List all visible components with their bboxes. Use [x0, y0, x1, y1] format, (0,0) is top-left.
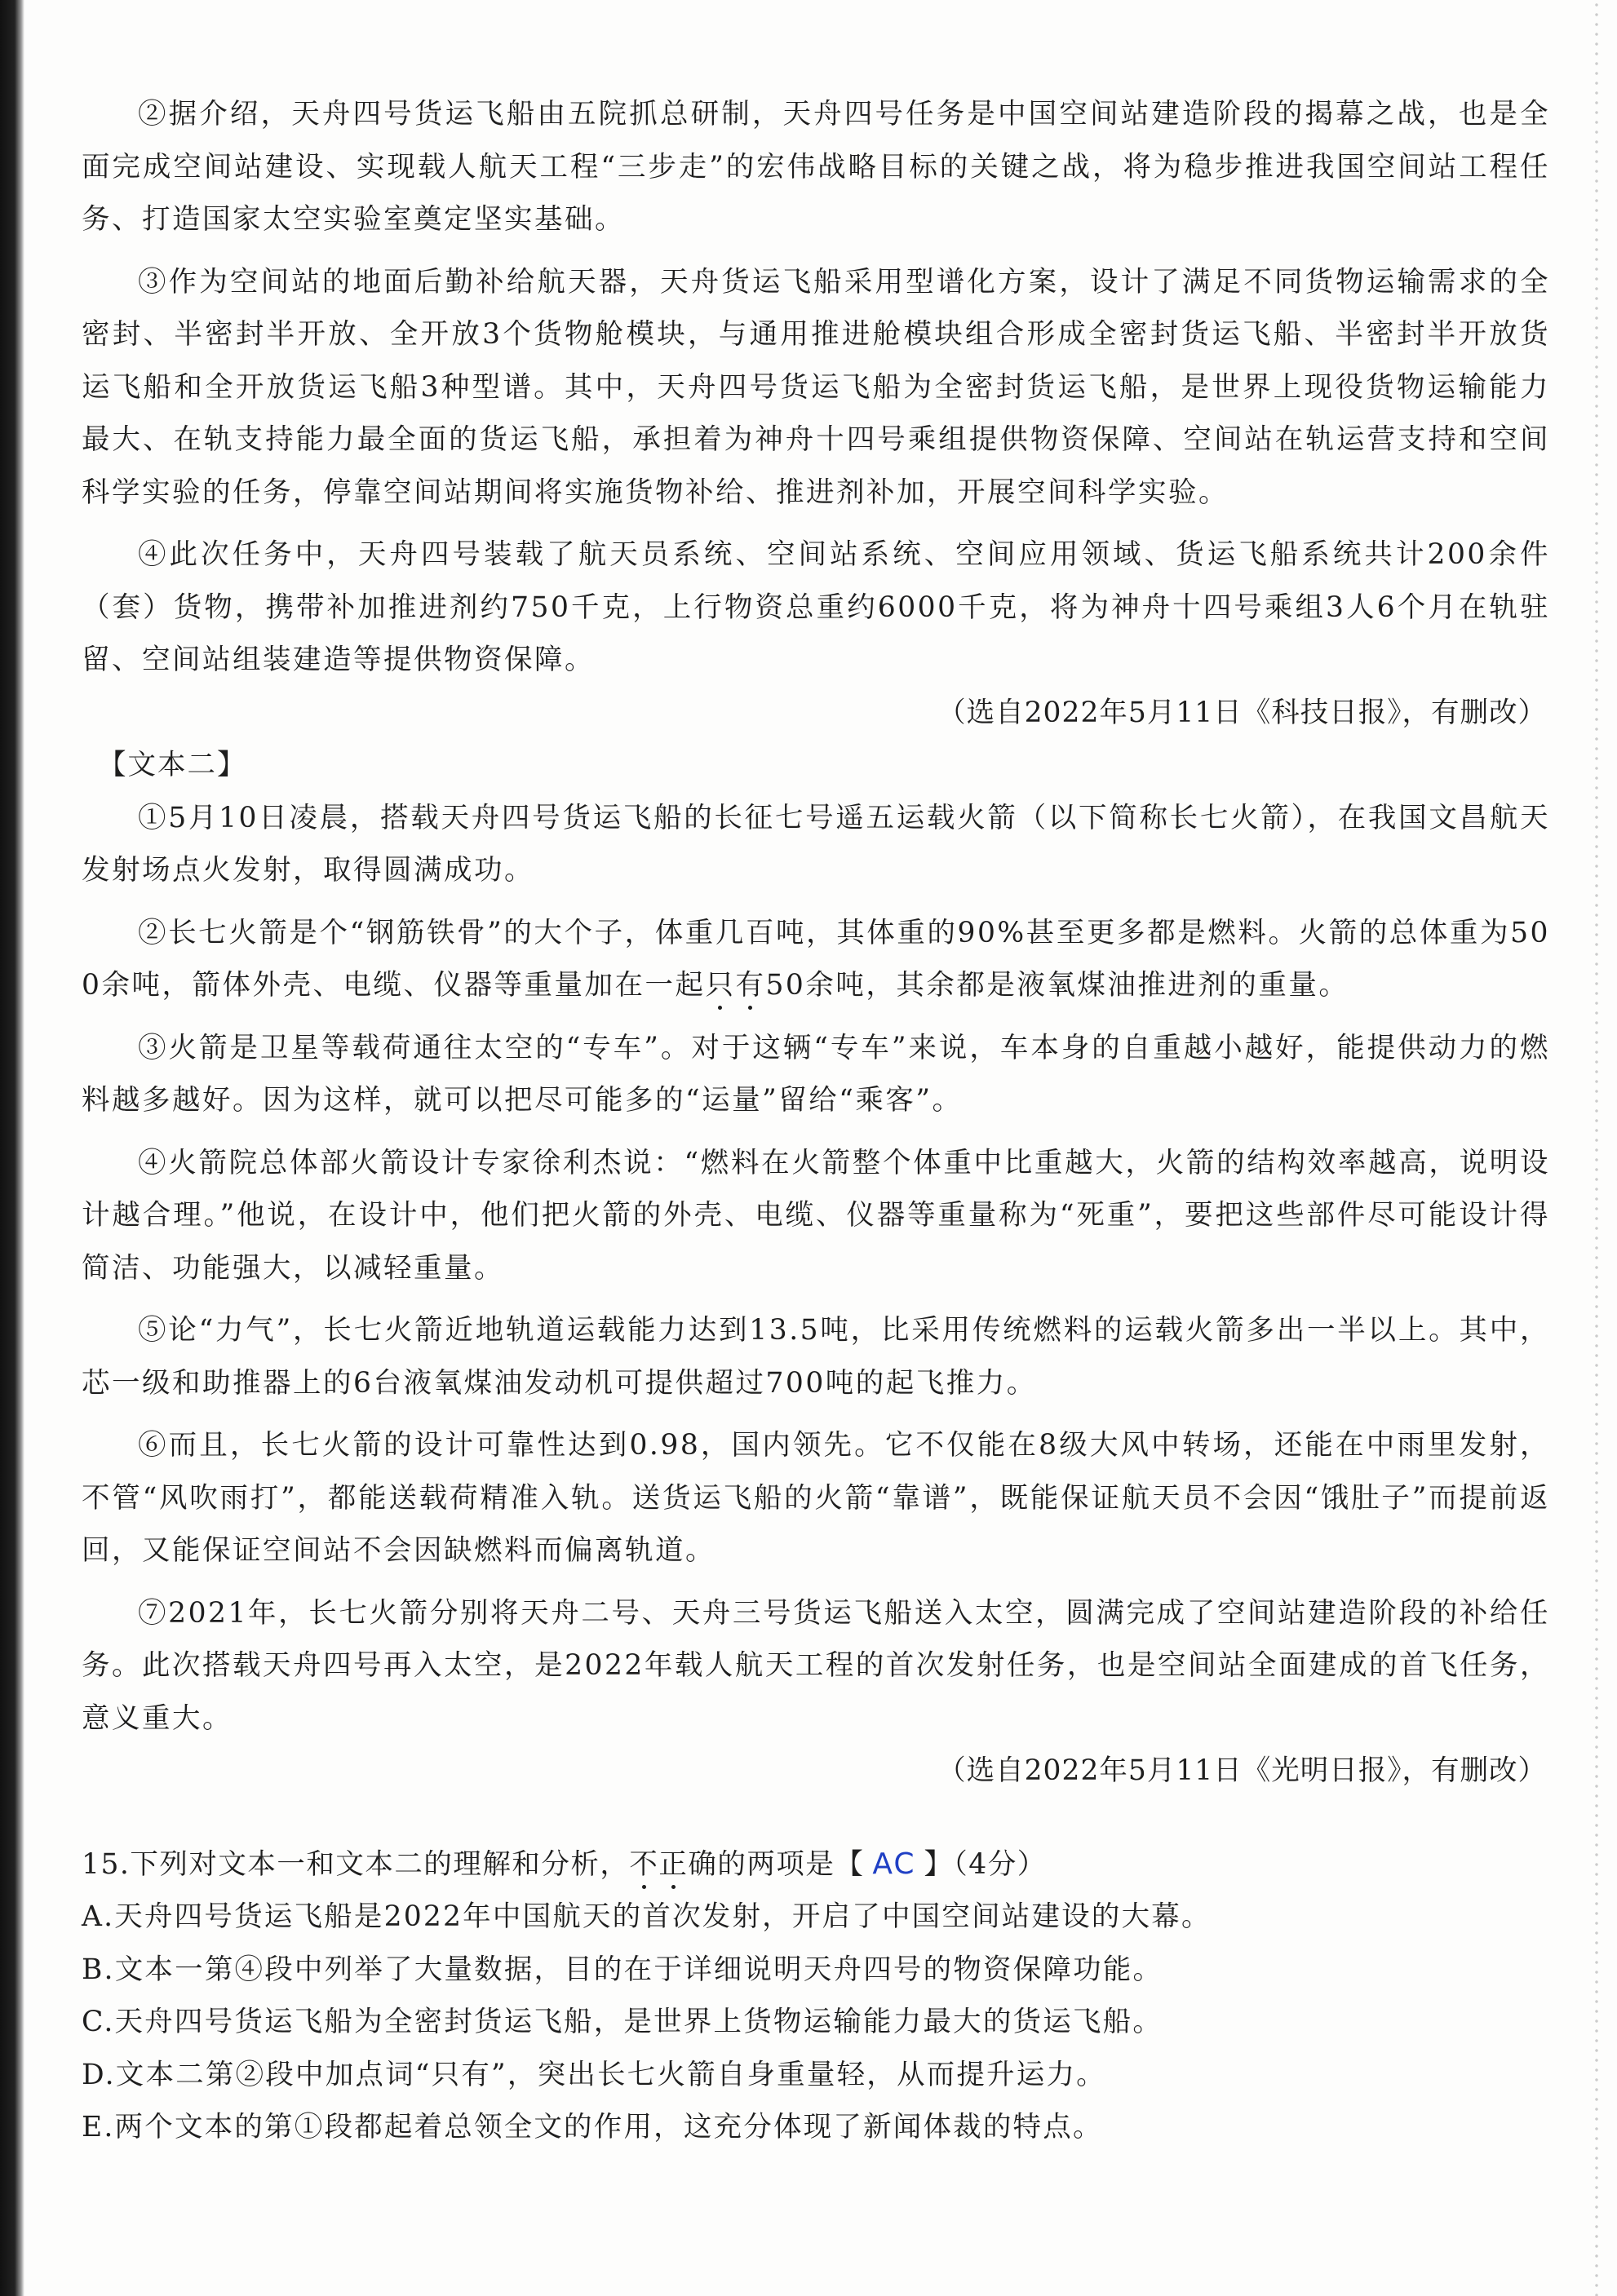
- scan-binding-edge: [0, 0, 24, 2296]
- text-two-paragraph-3: ③火箭是卫星等载荷通往太空的“专车”。对于这辆“专车”来说，车本身的自重越小越好，能提供动力的燃料越多越好。因为这样，就可以把尽可能多的“运量”留给“乘客”。: [82, 1031, 1550, 1117]
- option-d: D.文本二第②段中加点词“只有”，突出长七火箭自身重量轻，从而提升运力。: [82, 2058, 1106, 2091]
- handwritten-answer: AC: [872, 1847, 916, 1881]
- text-one-section: [82, 88, 1550, 739]
- text-two-paragraph-2: [82, 907, 1550, 1012]
- emphasized-char-you: 有: [735, 969, 766, 1002]
- option-c: C.天舟四号货运飞船为全密封货运飞船，是世界上货物运输能力最大的货运飞船。: [82, 2006, 1163, 2038]
- option-b: B.文本一第④段中列举了大量数据，目的在于详细说明天舟四号的物资保障功能。: [82, 1953, 1163, 1986]
- question-stem-close: 】（4分）: [924, 1847, 1047, 1881]
- emphasized-char-zheng: 正: [658, 1847, 689, 1881]
- text-two-heading: 【文本二】: [98, 749, 247, 781]
- text-two-section: [82, 739, 1550, 1798]
- paragraph-2-text-after: 50余吨，其余都是液氧煤油推进剂的重量。: [765, 969, 1349, 1002]
- option-e: E.两个文本的第①段都起着总领全文的作用，这充分体现了新闻体裁的特点。: [82, 2111, 1103, 2143]
- text-one-paragraph-4: ④此次任务中，天舟四号装载了航天员系统、空间站系统、空间应用领域、货运飞船系统共计200余件（套）货物，携带补加推进剂约750千克，上行物资总重约6000千克，将为神舟十四号乘组3人6个月在轨驻留、空间站组装建造等提供物资保障。: [82, 538, 1550, 676]
- question-stem: [82, 1838, 1550, 1891]
- emphasized-char-zhi: 只: [705, 969, 736, 1002]
- question-stem-before: 15.下列对文本一和文本二的理解和分析，: [82, 1847, 630, 1881]
- text-one-source: （选自2022年5月11日《科技日报》，有删改）: [937, 696, 1547, 729]
- text-two-paragraph-4: ④火箭院总体部火箭设计专家徐利杰说：“燃料在火箭整个体重中比重越大，火箭的结构效率越高，说明设计越合理。”他说，在设计中，他们把火箭的外壳、电缆、仪器等重量称为“死重”，要把这些部件尽可能设计得简洁、功能强大，以减轻重量。: [82, 1146, 1550, 1285]
- paragraph-2-text-before: ②长七火箭是个“钢筋铁骨”的大个子，体重几百吨，其体重的90%甚至更多都是燃料。火箭的总体重为500余吨，箭体外壳、电缆、仪器等重量加在一起: [82, 916, 1550, 1002]
- text-two-paragraph-7: ⑦2021年，长七火箭分别将天舟二号、天舟三号货运飞船送入太空，圆满完成了空间站建造阶段的补给任务。此次搭载天舟四号再入太空，是2022年载人航天工程的首次发射任务，也是空间站全面建成的首飞任务，意义重大。: [82, 1596, 1550, 1735]
- emphasized-char-bu: 不: [629, 1847, 659, 1881]
- option-a: A.天舟四号货运飞船是2022年中国航天的首次发射，开启了中国空间站建设的大幕。: [82, 1900, 1212, 1933]
- text-two-paragraph-6: ⑥而且，长七火箭的设计可靠性达到0.98，国内领先。它不仅能在8级大风中转场，还能在中雨里发射，不管“风吹雨打”，都能送载荷精准入轨。送货运飞船的火箭“靠谱”，既能保证航天员不会因“饿肚子”而提前返回，又能保证空间站不会因缺燃料而偏离轨道。: [82, 1429, 1550, 1567]
- text-two-paragraph-5: ⑤论“力气”，长七火箭近地轨道运载能力达到13.5吨，比采用传统燃料的运载火箭多出一半以上。其中，芯一级和助推器上的6台液氧煤油发动机可提供超过700吨的起飞推力。: [82, 1314, 1550, 1400]
- text-two-paragraph-1: ①5月10日凌晨，搭载天舟四号货运飞船的长征七号遥五运载火箭（以下简称长七火箭），在我国文昌航天发射场点火发射，取得圆满成功。: [82, 801, 1550, 887]
- text-one-paragraph-2: ②据介绍，天舟四号货运飞船由五院抓总研制，天舟四号任务是中国空间站建造阶段的揭幕之战，也是全面完成空间站建设、实现载人航天工程“三步走”的宏伟战略目标的关键之战，将为稳步推进我国空间站工程任务、打造国家太空实验室奠定坚实基础。: [82, 98, 1550, 236]
- question-stem-after: 确的两项是【: [688, 1847, 865, 1881]
- text-two-source: （选自2022年5月11日《光明日报》，有删改）: [937, 1754, 1547, 1787]
- document-page: [82, 88, 1550, 2154]
- text-one-paragraph-3: ③作为空间站的地面后勤补给航天器，天舟货运飞船采用型谱化方案，设计了满足不同货物运输需求的全密封、半密封半开放、全开放3个货物舱模块，与通用推进舱模块组合形成全密封货运飞船、半密封半开放货运飞船和全开放货运飞船3种型谱。其中，天舟四号货运飞船为全密封货运飞船，是世界上现役货物运输能力最大、在轨支持能力最全面的货运飞船，承担着为神舟十四号乘组提供物资保障、空间站在轨运营支持和空间科学实验的任务，停靠空间站期间将实施货物补给、推进剂补加，开展空间科学实验。: [82, 265, 1550, 509]
- scan-perforation-edge: [1591, 0, 1602, 2296]
- question-15: [82, 1838, 1550, 2154]
